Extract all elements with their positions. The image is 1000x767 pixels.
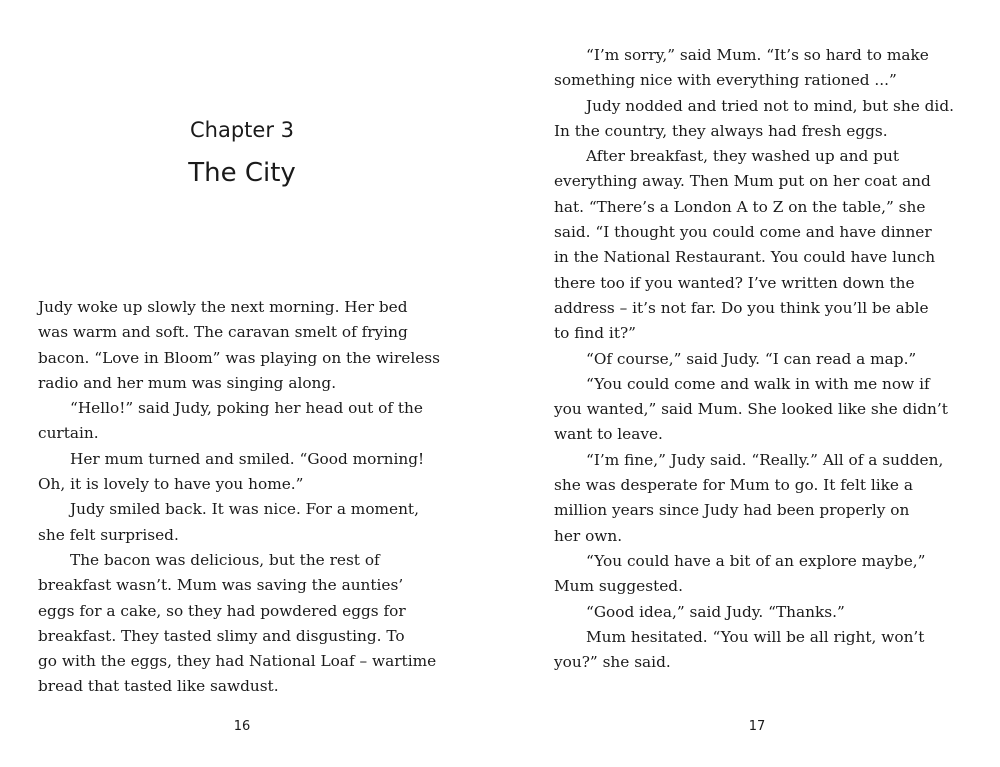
text-line: address – it’s not far. Do you think you’ll be able: [554, 298, 929, 317]
right-page: [500, 0, 1000, 767]
text-line: Judy nodded and tried not to mind, but she did.: [586, 96, 954, 115]
text-line: Judy woke up slowly the next morning. Her bed: [38, 298, 408, 316]
text-line: “Of course,” said Judy. “I can read a map.”: [586, 349, 917, 368]
text-line: Mum suggested.: [554, 577, 683, 596]
left-body-text: [38, 295, 440, 700]
text-line: radio and her mum was singing along.: [38, 373, 337, 392]
text-line: there too if you wanted? I’ve written down the: [554, 273, 915, 292]
right-body-text: [554, 43, 954, 675]
text-line: “You could have a bit of an explore maybe,”: [586, 551, 926, 570]
chapter-number: Chapter 3: [190, 118, 294, 142]
text-line: to find it?”: [554, 324, 636, 343]
text-line: “You could come and walk in with me now if: [586, 374, 930, 393]
text-line: In the country, they always had fresh eggs.: [554, 121, 888, 140]
page-number-left: 16: [233, 719, 251, 734]
text-line: bread that tasted like sawdust.: [38, 677, 279, 696]
text-line: she was desperate for Mum to go. It felt like a: [554, 476, 913, 495]
text-line: million years since Judy had been properly on: [554, 501, 910, 520]
text-line: her own.: [554, 526, 623, 545]
text-line: curtain.: [38, 424, 99, 443]
text-line: “Hello!” said Judy, poking her head out of the: [70, 399, 423, 418]
text-line: in the National Restaurant. You could have lunch: [554, 248, 936, 267]
text-line: breakfast wasn’t. Mum was saving the aunties’: [38, 576, 404, 595]
text-line: After breakfast, they washed up and put: [586, 147, 899, 166]
text-line: Her mum turned and smiled. “Good morning!: [70, 449, 425, 468]
text-line: want to leave.: [554, 425, 663, 444]
text-line: Judy smiled back. It was nice. For a moment,: [70, 500, 419, 519]
text-line: you?” she said.: [554, 653, 671, 672]
text-line: something nice with everything rationed ...”: [554, 71, 897, 90]
text-line: “Good idea,” said Judy. “Thanks.”: [586, 602, 845, 621]
text-line: said. “I thought you could come and have dinner: [554, 223, 932, 242]
text-line: “I’m sorry,” said Mum. “It’s so hard to make: [586, 46, 929, 64]
text-line: “I’m fine,” Judy said. “Really.” All of a sudden,: [586, 450, 944, 469]
text-line: Oh, it is lovely to have you home.”: [38, 475, 304, 494]
text-line: she felt surprised.: [38, 525, 179, 544]
text-line: was warm and soft. The caravan smelt of frying: [38, 323, 408, 342]
text-line: Mum hesitated. “You will be all right, won’t: [586, 627, 925, 646]
page-number-right: 17: [748, 719, 766, 734]
text-line: eggs for a cake, so they had powdered eggs for: [38, 601, 406, 620]
text-line: hat. “There’s a London A to Z on the table,” she: [554, 197, 926, 216]
text-line: you wanted,” said Mum. She looked like she didn’t: [554, 400, 948, 419]
text-line: everything away. Then Mum put on her coat and: [554, 172, 931, 191]
text-line: bacon. “Love in Bloom” was playing on the wireless: [38, 348, 440, 367]
text-line: The bacon was delicious, but the rest of: [70, 550, 380, 569]
text-line: breakfast. They tasted slimy and disgusting. To: [38, 626, 405, 645]
text-line: go with the eggs, they had National Loaf – wartime: [38, 652, 437, 671]
chapter-title: The City: [188, 158, 296, 188]
